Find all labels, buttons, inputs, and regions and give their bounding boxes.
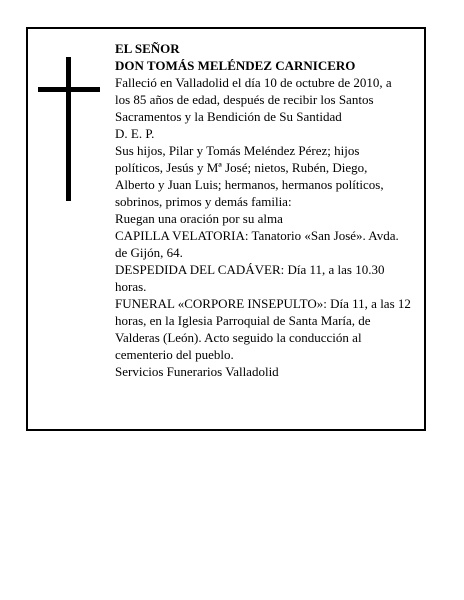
notice-line: políticos, Jesús y Mª José; nietos, Rubén, Diego, [115,160,368,175]
deceased-name: DON TOMÁS MELÉNDEZ CARNICERO [115,58,356,73]
notice-line: los 85 años de edad, después de recibir los Santos [115,92,374,107]
notice-line: Alberto y Juan Luis; hermanos, hermanos políticos, [115,177,384,192]
dep-line: D. E. P. [115,126,155,141]
notice-line: Valderas (León). Acto seguido la conducción al [115,330,362,345]
notice-heading-title: EL SEÑOR [115,41,180,56]
notice-line: CAPILLA VELATORIA: Tanatorio «San José». Avda. [115,228,399,243]
notice-line: Sus hijos, Pilar y Tomás Meléndez Pérez; hijos [115,143,360,158]
notice-line: horas, en la Iglesia Parroquial de Santa María, de [115,313,371,328]
notice-line: cementerio del pueblo. [115,347,234,362]
notice-signature: Servicios Funerarios Valladolid [115,364,279,379]
notice-line: horas. [115,279,147,294]
cross-vertical-bar [66,57,71,201]
obituary-notice [26,27,426,431]
cross-horizontal-bar [38,87,100,92]
notice-line: de Gijón, 64. [115,245,183,260]
notice-line: sobrinos, primos y demás familia: [115,194,292,209]
notice-line: Ruegan una oración por su alma [115,211,283,226]
notice-line: Sacramentos y la Bendición de Su Santidad [115,109,342,124]
notice-text [115,40,430,380]
notice-line: FUNERAL «CORPORE INSEPULTO»: Día 11, a las 12 [115,296,411,311]
notice-line: DESPEDIDA DEL CADÁVER: Día 11, a las 10.30 [115,262,385,277]
cross-icon [38,57,100,201]
notice-line: Falleció en Valladolid el día 10 de octubre de 2010, a [115,75,392,90]
